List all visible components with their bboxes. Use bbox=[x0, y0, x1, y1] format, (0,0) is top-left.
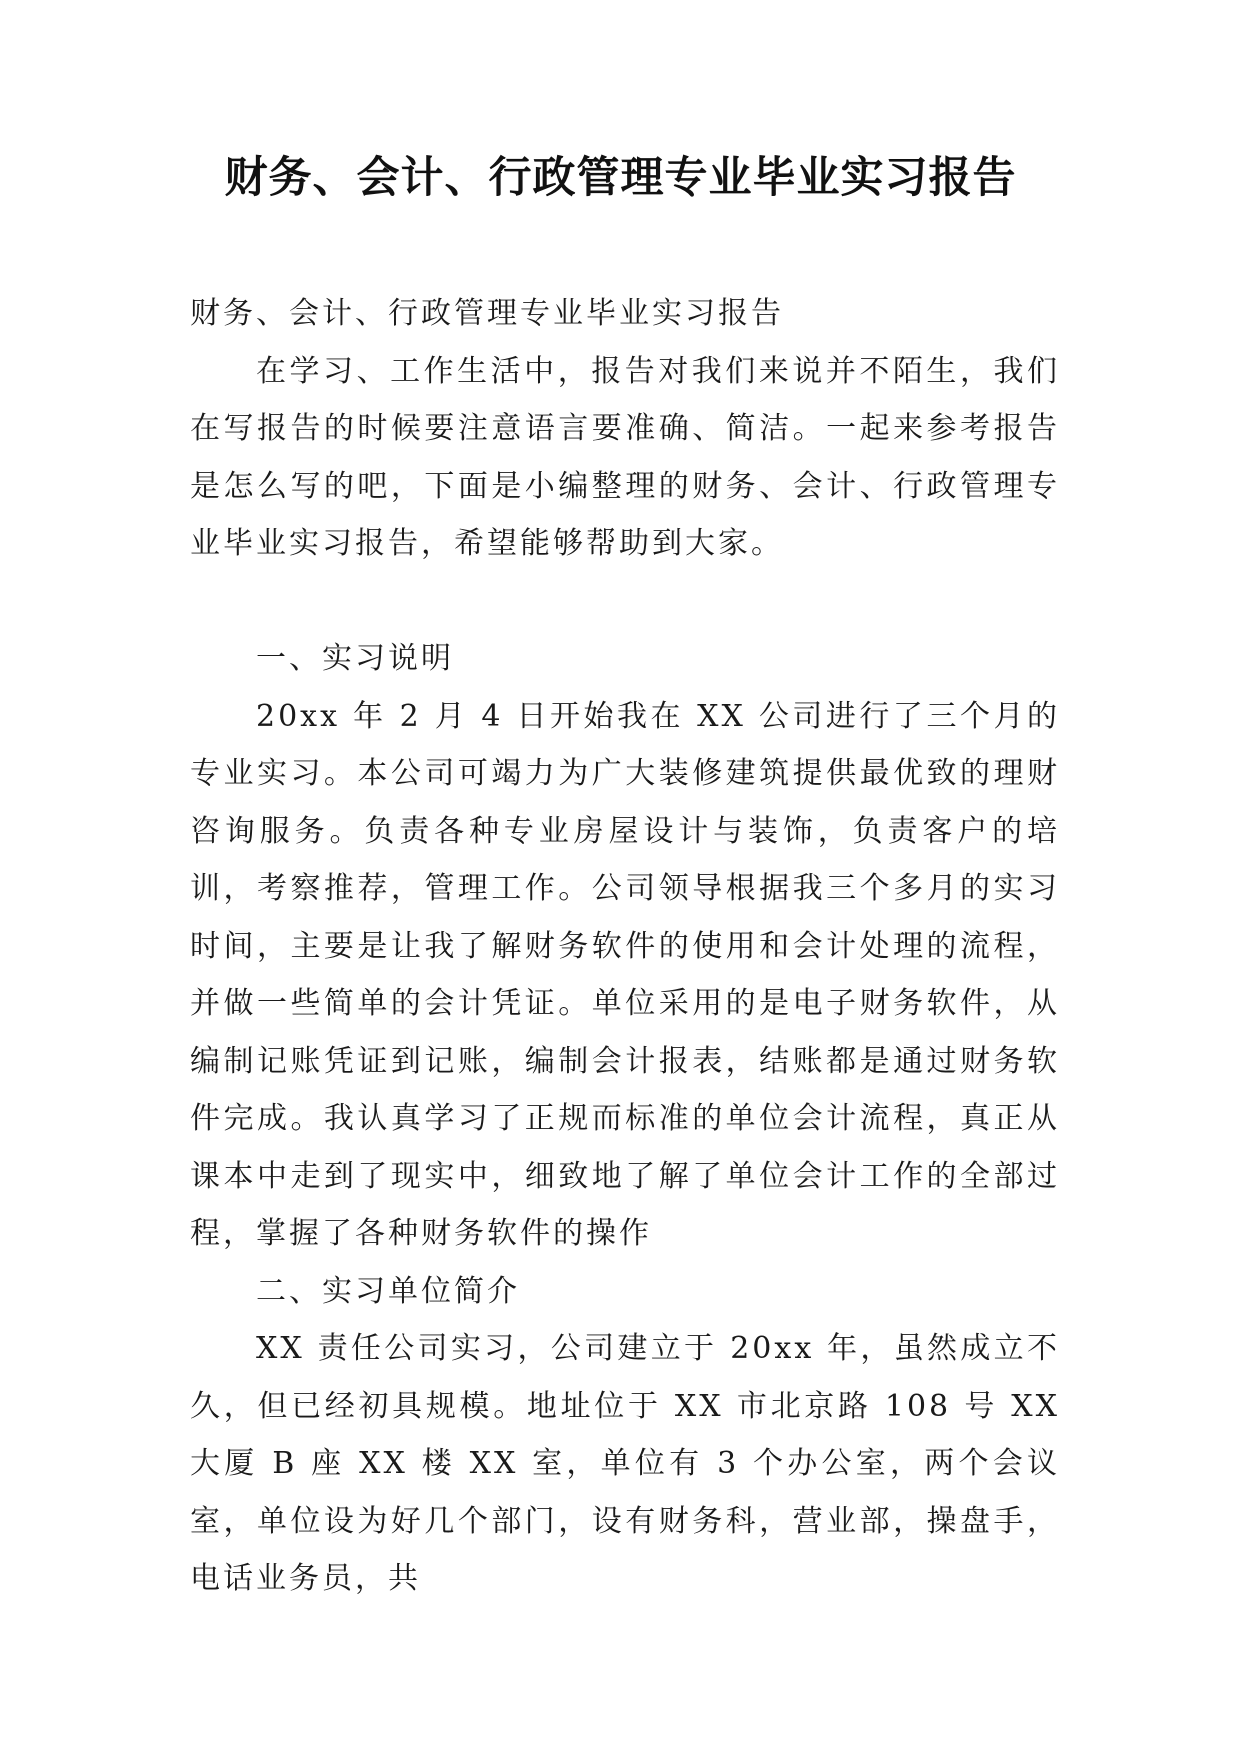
document-body bbox=[190, 285, 1060, 1608]
intro-paragraph: 在学习、工作生活中，报告对我们来说并不陌生，我们在写报告的时候要注意语言要准确、简洁。一起来参考报告是怎么写的吧，下面是小编整理的财务、会计、行政管理专业毕业实习报告，希望能够帮助到大家。 bbox=[190, 353, 1060, 561]
paragraph-spacer bbox=[190, 573, 1060, 631]
section-heading-internship-description: 一、实习说明 bbox=[256, 641, 454, 676]
document-title: 财务、会计、行政管理专业毕业实习报告 bbox=[224, 153, 1017, 203]
internship-description-paragraph: 20xx 年 2 月 4 日开始我在 XX 公司进行了三个月的专业实习。本公司可竭力为广大装修建筑提供最优致的理财咨询服务。负责各种专业房屋设计与装饰，负责客户的培训，考察推荐，管理工作。公司领导根据我三个多月的实习时间，主要是让我了解财务软件的使用和会计处理的流程，并做一些简单的会计凭证。单位采用的是电子财务软件，从编制记账凭证到记账，编制会计报表，结账都是通过财务软件完成。我认真学习了正规而标准的单位会计流程，真正从课本中走到了现实中，细致地了解了单位会计工作的全部过程，掌握了各种财务软件的操作 bbox=[190, 698, 1060, 1251]
subtitle-paragraph: 财务、会计、行政管理专业毕业实习报告 bbox=[190, 296, 784, 331]
company-intro-paragraph: XX 责任公司实习，公司建立于 20xx 年，虽然成立不久，但已经初具规模。地址位于 XX 市北京路 108 号 XX 大厦 B 座 XX 楼 XX 室，单位有 3 个办公室，两个会议室，单位设为好几个部门，设有财务科，营业部，操盘手，电话业务员，共 bbox=[190, 1331, 1060, 1596]
section-heading-company-intro: 二、实习单位简介 bbox=[256, 1273, 520, 1309]
